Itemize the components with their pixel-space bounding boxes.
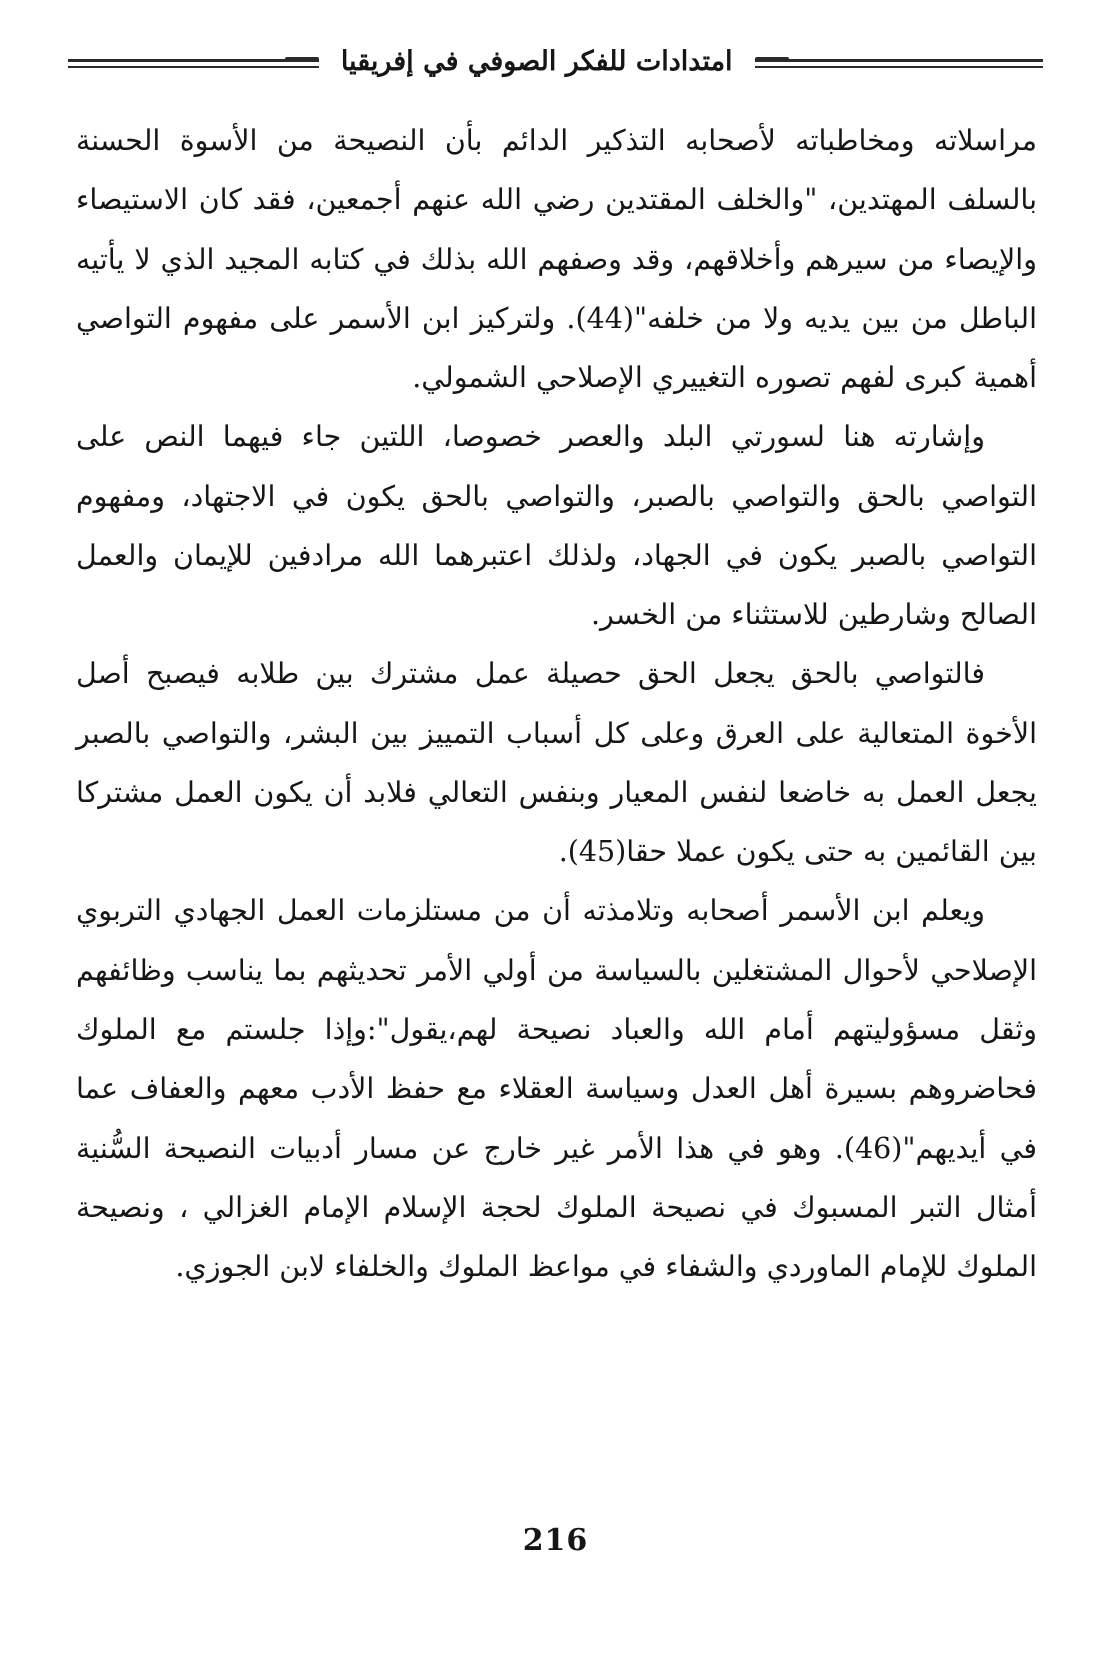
- page-footer: [0, 1523, 1111, 1558]
- running-title: امتدادات للفكر الصوفي في إفريقيا: [340, 46, 733, 77]
- page-number: 216: [522, 1523, 589, 1558]
- ornament-rule-right: [755, 59, 1043, 68]
- paragraph: ويعلم ابن الأسمر أصحابه وتلامذته أن من مستلزمات العمل الجهادي التربوي الإصلاحي لأحوال المشتغلين بالسياسة من أولي الأمر تحديثهم بما يناسب وظائفهم وثقل مسؤوليتهم أمام الله والعباد نصيحة لهم،يقول":وإذا جلستم مع الملوك فحاضروهم بسيرة أهل العدل وسياسة العقلاء مع حفظ الأدب معهم والعفاف عما في أيديهم"(46). وهو في هذا الأمر غير خارج عن مسار أدبيات النصيحة السُّنية أمثال التبر المسبوك في نصيحة الملوك لحجة الإسلام الإمام الغزالي ، ونصيحة الملوك للإمام الماوردي والشفاء في مواعظ الملوك والخلفاء لابن الجوزي.: [76, 894, 1037, 1284]
- page-body: [0, 111, 1111, 1296]
- running-header: [0, 46, 1111, 77]
- paragraph: فالتواصي بالحق يجعل الحق حصيلة عمل مشترك بين طلابه فيصبح أصل الأخوة المتعالية على العرق وعلى كل أسباب التمييز بين البشر، والتواصي بالصبر يجعل العمل به خاضعا لنفس المعيار وبنفس التعالي فلابد أن يكون العمل مشتركا بين القائمين به حتى يكون عملا حقا(45).: [76, 657, 1037, 869]
- ornament-rule-left: [68, 59, 319, 68]
- paragraph: وإشارته هنا لسورتي البلد والعصر خصوصا، اللتين جاء فيهما النص على التواصي بالحق والتواصي بالصبر، والتواصي بالحق يكون في الاجتهاد، ومفهوم التواصي بالصبر يكون في الجهاد، ولذلك اعتبرهما الله مرادفين للإيمان والعمل الصالح وشارطين للاستثناء من الخسر.: [76, 420, 1037, 632]
- paragraph: مراسلاته ومخاطباته لأصحابه التذكير الدائم بأن النصيحة من الأسوة الحسنة بالسلف المهتدين، "والخلف المقتدين رضي الله عنهم أجمعين، فقد كان الاستيصاء والإيصاء من سيرهم وأخلاقهم، وقد وصفهم الله بذلك في كتابه المجيد الذي لا يأتيه الباطل من بين يديه ولا من خلفه"(44). ولتركيز ابن الأسمر على مفهوم التواصي أهمية كبرى لفهم تصوره التغييري الإصلاحي الشمولي.: [76, 124, 1037, 395]
